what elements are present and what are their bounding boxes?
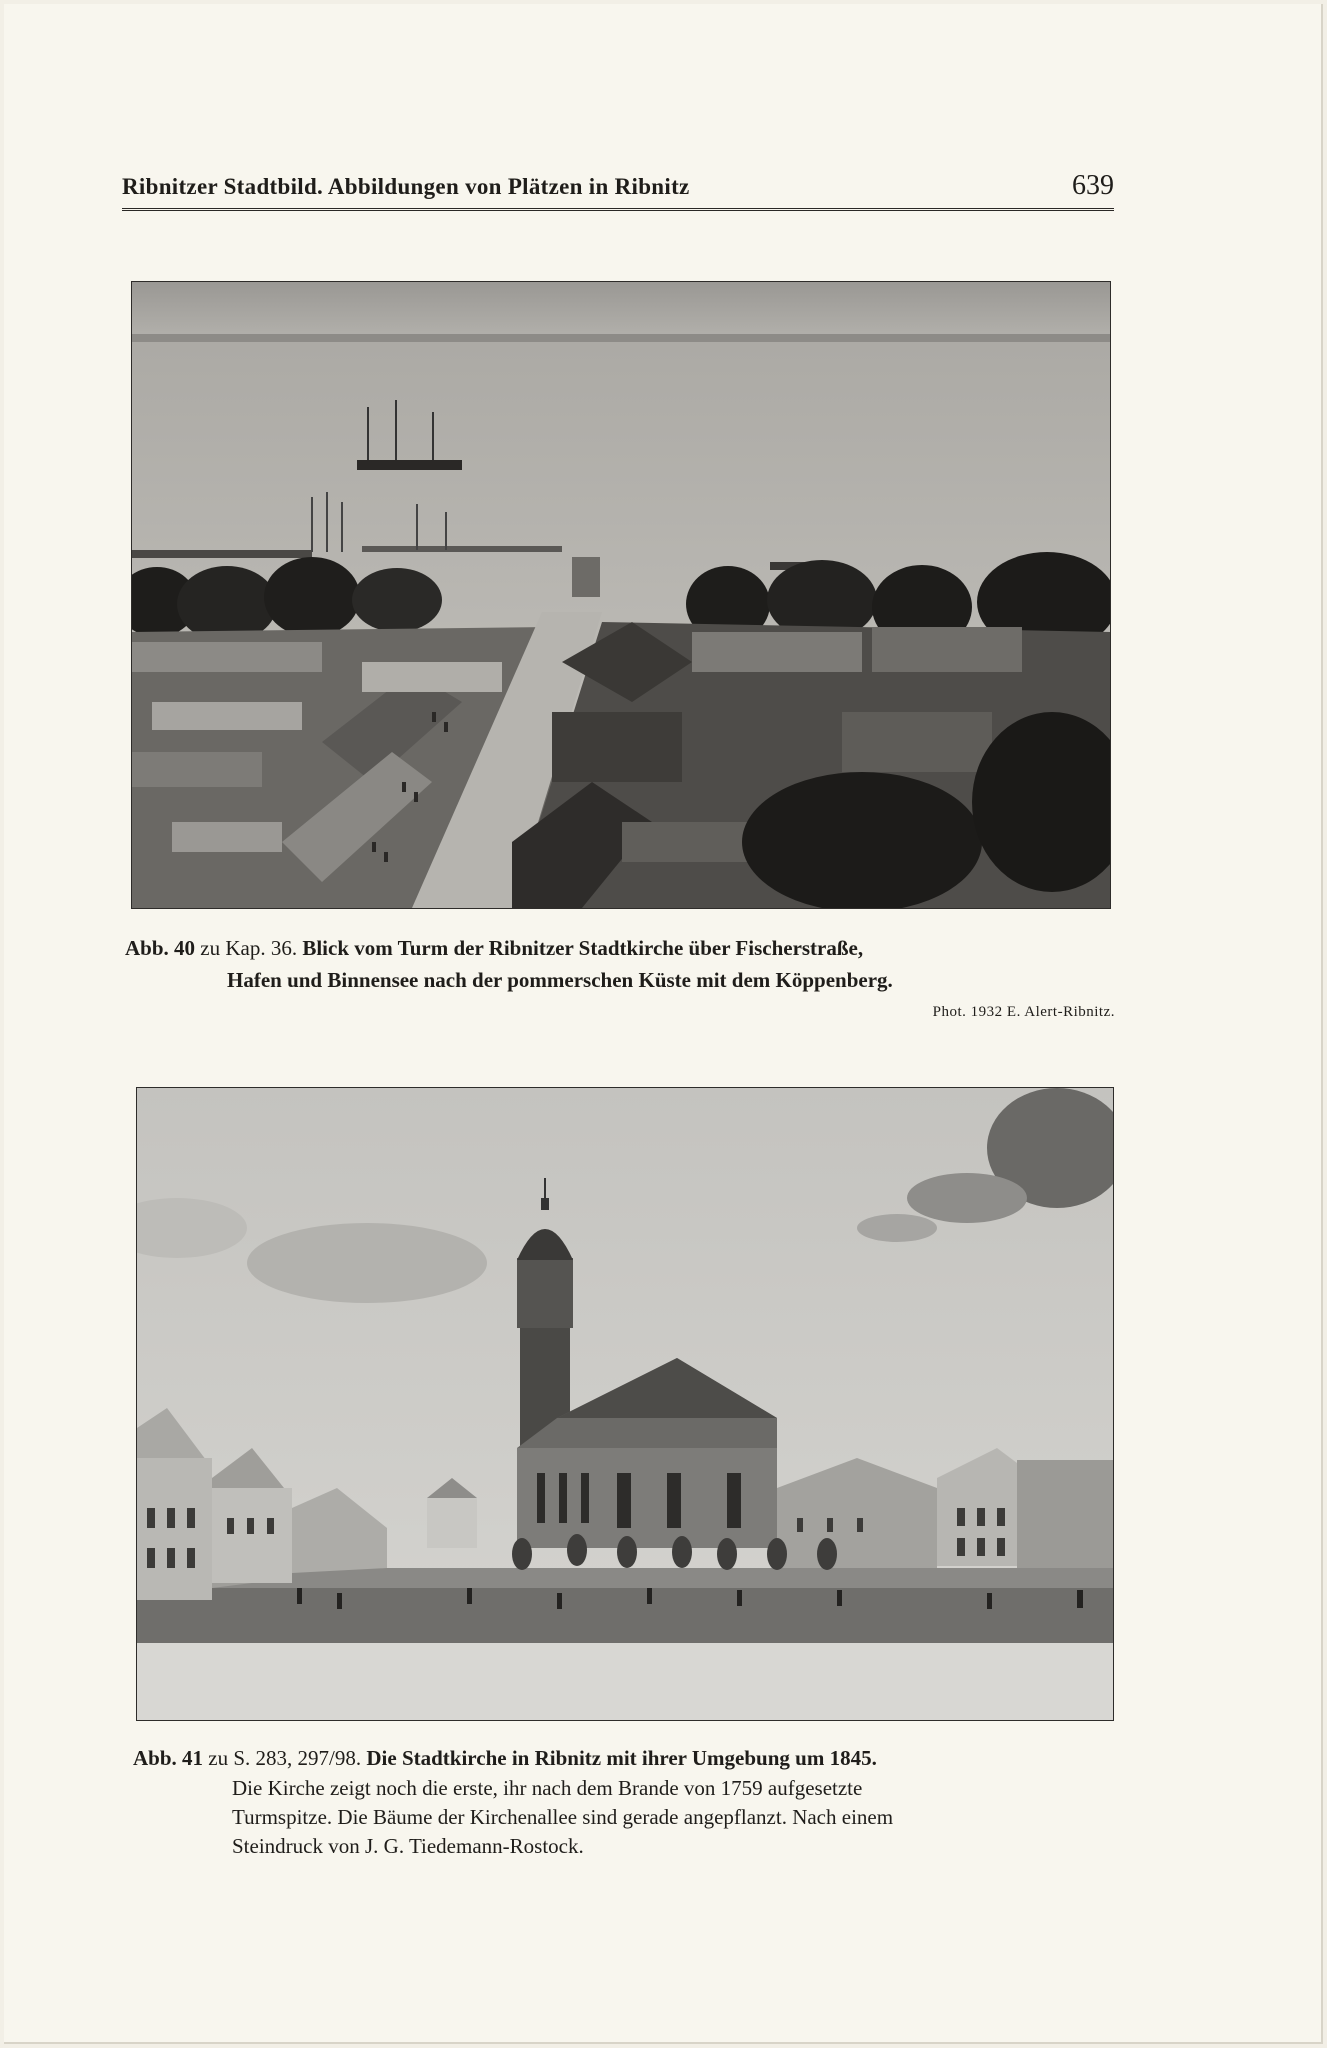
caption-text-line4: Steindruck von J. G. Tiedemann-Rostock. <box>232 1834 584 1858</box>
caption-label: Abb. 40 <box>125 936 196 960</box>
harbor-view-image <box>132 282 1110 908</box>
church-lithograph-image <box>137 1088 1113 1720</box>
page <box>4 4 1323 2044</box>
figure-41-lithograph <box>136 1087 1114 1721</box>
caption-text-line1: Blick vom Turm der Ribnitzer Stadtkirche über Fischerstraße, <box>302 936 864 960</box>
running-header <box>122 164 1114 211</box>
figure-40-photo <box>131 281 1111 909</box>
figure-40-caption <box>125 934 1115 1020</box>
caption-text-line3: Turmspitze. Die Bäume der Kirchenallee sind gerade angepflanzt. Nach einem <box>232 1805 894 1829</box>
photo-credit: Phot. 1932 E. Alert-Ribnitz. <box>932 1004 1115 1020</box>
header-title: Ribnitzer Stadtbild. Abbildungen von Plätzen in Ribnitz <box>122 174 690 199</box>
caption-label: Abb. 41 <box>133 1746 204 1770</box>
figure-41-caption <box>133 1744 1125 1858</box>
caption-reference: zu Kap. 36. <box>200 936 298 960</box>
caption-text-line2: Die Kirche zeigt noch die erste, ihr nach dem Brande von 1759 aufgesetzte <box>232 1776 863 1800</box>
caption-reference: zu S. 283, 297/98. <box>208 1746 362 1770</box>
page-number: 639 <box>1072 170 1114 201</box>
caption-title: Die Stadtkirche in Ribnitz mit ihrer Umgebung um 1845. <box>366 1746 877 1770</box>
caption-text-line2: Hafen und Binnensee nach der pommerschen Küste mit dem Köppenberg. <box>227 968 893 992</box>
